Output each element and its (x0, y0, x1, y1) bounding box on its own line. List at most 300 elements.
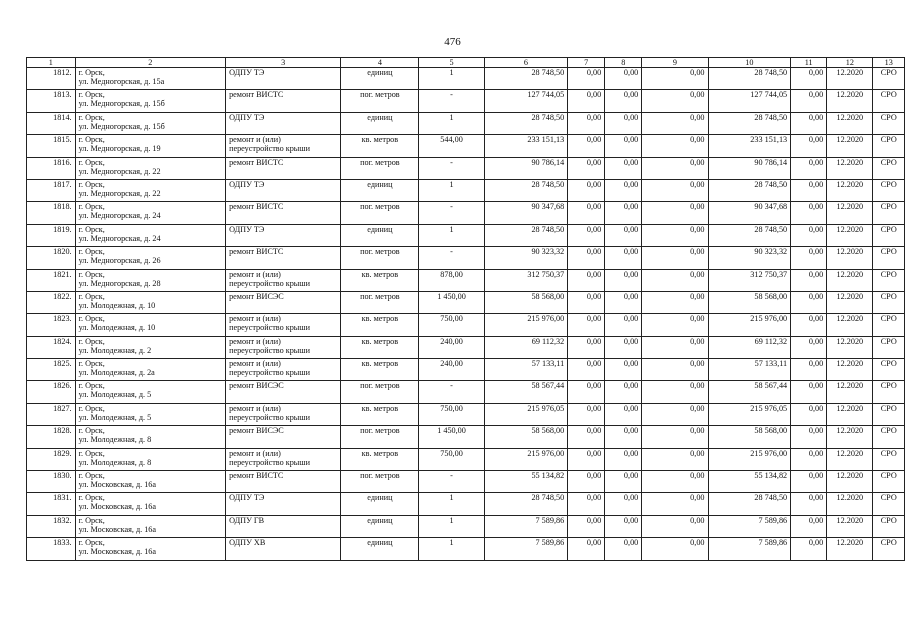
unit-text: пог. метров (360, 381, 400, 391)
address-text: ул. Московская, д. 16а (78, 480, 157, 490)
total-cost-cell (484, 224, 568, 246)
cost-cell (568, 224, 605, 246)
row-number-cell (27, 493, 76, 515)
cost-text: 0,00 (690, 291, 705, 301)
address-cell (75, 269, 225, 291)
column-header: 11 (791, 58, 827, 68)
total-cost-cell (484, 426, 568, 448)
method-cell (873, 381, 905, 403)
address-text: г. Орск, (78, 314, 105, 324)
unit-cell (341, 90, 419, 112)
period-text: 12.2020 (836, 112, 864, 122)
work-type-text: ремонт ВИСЭС (229, 381, 284, 391)
quantity-cell (419, 68, 484, 90)
fund-cost-cell (708, 538, 791, 560)
total-cost-text: 312 750,37 (527, 269, 565, 279)
unit-text: единиц (367, 112, 393, 122)
cost-cell (568, 359, 605, 381)
cost-cell (791, 291, 827, 313)
cost-text: 0,00 (623, 90, 639, 100)
row-number-text: 1813. (53, 90, 72, 100)
row-number-text: 1817. (53, 179, 72, 189)
work-type-text: ремонт ВИСЭС (229, 291, 284, 301)
address-cell (75, 157, 225, 179)
cost-cell (791, 515, 827, 537)
cost-cell (791, 336, 827, 358)
cost-text: 0,00 (690, 515, 705, 525)
fund-cost-cell (708, 448, 791, 470)
method-cell (873, 448, 905, 470)
fund-cost-text: 7 589,86 (758, 515, 788, 525)
fund-cost-cell (708, 68, 791, 90)
cost-cell (605, 291, 642, 313)
total-cost-text: 215 976,00 (527, 448, 565, 458)
row-number-text: 1820. (53, 247, 72, 257)
total-cost-cell (484, 493, 568, 515)
work-type-text: переустройство крыши (229, 144, 310, 154)
work-type-cell (226, 202, 341, 224)
cost-cell (568, 179, 605, 201)
address-text: г. Орск, (78, 179, 105, 189)
cost-text: 0,00 (808, 381, 824, 391)
period-cell (827, 135, 873, 157)
cost-text: 0,00 (586, 359, 602, 369)
period-cell (827, 359, 873, 381)
cost-text: 0,00 (808, 224, 824, 234)
quantity-text: - (450, 90, 453, 100)
cost-cell (791, 112, 827, 134)
column-number-row (27, 58, 905, 68)
unit-text: пог. метров (360, 90, 400, 100)
unit-cell (341, 359, 419, 381)
cost-cell (642, 538, 708, 560)
period-text: 12.2020 (836, 202, 864, 212)
quantity-text: 1 (449, 112, 454, 122)
quantity-text: - (450, 381, 453, 391)
address-text: г. Орск, (78, 426, 105, 436)
work-type-text: ремонт ВИСЭС (229, 426, 284, 436)
column-header: 10 (708, 58, 791, 68)
cost-text: 0,00 (690, 224, 705, 234)
fund-cost-cell (708, 314, 791, 336)
work-type-text: ремонт и (или) (229, 135, 281, 145)
cost-text: 0,00 (808, 471, 824, 481)
cost-cell (642, 493, 708, 515)
cost-cell (642, 179, 708, 201)
quantity-text: - (450, 157, 453, 167)
cost-text: 0,00 (690, 247, 705, 257)
row-number-cell (27, 179, 76, 201)
row-number-text: 1832. (53, 515, 72, 525)
cost-text: 0,00 (690, 359, 705, 369)
row-number-cell (27, 381, 76, 403)
work-type-cell (226, 247, 341, 269)
fund-cost-cell (708, 202, 791, 224)
cost-cell (642, 359, 708, 381)
row-number-cell (27, 291, 76, 313)
method-cell (873, 314, 905, 336)
address-text: ул. Медногорская, д. 15б (78, 99, 165, 109)
cost-cell (568, 112, 605, 134)
work-type-text: переустройство крыши (229, 368, 310, 378)
cost-text: 0,00 (586, 291, 602, 301)
work-type-cell (226, 426, 341, 448)
cost-text: 0,00 (808, 179, 824, 189)
table-row (27, 515, 905, 537)
method-text: СРО (880, 224, 897, 234)
cost-cell (791, 247, 827, 269)
address-text: ул. Московская, д. 16а (78, 547, 157, 557)
fund-cost-cell (708, 135, 791, 157)
cost-text: 0,00 (690, 381, 705, 391)
address-text: ул. Молодежная, д. 10 (78, 323, 156, 333)
total-cost-cell (484, 202, 568, 224)
table-row (27, 202, 905, 224)
total-cost-cell (484, 135, 568, 157)
address-cell (75, 112, 225, 134)
cost-cell (791, 135, 827, 157)
cost-cell (642, 68, 708, 90)
unit-text: единиц (367, 224, 393, 234)
address-cell (75, 381, 225, 403)
table-row (27, 247, 905, 269)
method-cell (873, 179, 905, 201)
quantity-cell (419, 381, 484, 403)
address-text: г. Орск, (78, 448, 105, 458)
address-text: г. Орск, (78, 202, 105, 212)
quantity-cell (419, 448, 484, 470)
period-text: 12.2020 (836, 381, 864, 391)
method-text: СРО (880, 359, 897, 369)
unit-text: кв. метров (361, 403, 399, 413)
cost-cell (642, 291, 708, 313)
quantity-cell (419, 269, 484, 291)
cost-cell (605, 179, 642, 201)
unit-text: пог. метров (360, 202, 400, 212)
address-text: г. Орск, (78, 471, 105, 481)
total-cost-text: 90 347,68 (531, 202, 565, 212)
period-text: 12.2020 (836, 359, 864, 369)
address-text: г. Орск, (78, 68, 105, 77)
table-row (27, 68, 905, 90)
period-cell (827, 202, 873, 224)
cost-text: 0,00 (623, 448, 639, 458)
cost-cell (605, 538, 642, 560)
cost-cell (605, 448, 642, 470)
fund-cost-cell (708, 426, 791, 448)
period-text: 12.2020 (836, 426, 864, 436)
work-type-text: ремонт и (или) (229, 336, 281, 346)
fund-cost-text: 58 568,00 (754, 291, 788, 301)
period-text: 12.2020 (836, 493, 864, 503)
period-text: 12.2020 (836, 448, 864, 458)
quantity-cell (419, 179, 484, 201)
fund-cost-cell (708, 179, 791, 201)
cost-cell (642, 515, 708, 537)
cost-cell (791, 359, 827, 381)
method-text: СРО (880, 426, 897, 436)
quantity-cell (419, 336, 484, 358)
period-text: 12.2020 (836, 224, 864, 234)
period-cell (827, 90, 873, 112)
cost-text: 0,00 (808, 112, 824, 122)
cost-cell (568, 314, 605, 336)
period-cell (827, 493, 873, 515)
quantity-cell (419, 135, 484, 157)
method-cell (873, 247, 905, 269)
cost-cell (568, 515, 605, 537)
cost-text: 0,00 (586, 515, 602, 525)
cost-text: 0,00 (586, 202, 602, 212)
address-text: г. Орск, (78, 135, 105, 145)
address-cell (75, 224, 225, 246)
address-text: г. Орск, (78, 157, 105, 167)
method-cell (873, 68, 905, 90)
cost-text: 0,00 (586, 112, 602, 122)
quantity-text: 750,00 (440, 314, 463, 324)
period-text: 12.2020 (836, 269, 864, 279)
address-text: ул. Молодежная, д. 10 (78, 300, 156, 310)
row-number-text: 1821. (53, 269, 72, 279)
fund-cost-text: 215 976,05 (750, 403, 788, 413)
quantity-text: - (450, 202, 453, 212)
cost-text: 0,00 (690, 269, 705, 279)
cost-text: 0,00 (586, 381, 602, 391)
period-text: 12.2020 (836, 68, 864, 77)
method-cell (873, 515, 905, 537)
total-cost-cell (484, 314, 568, 336)
cost-cell (605, 314, 642, 336)
period-cell (827, 381, 873, 403)
address-text: ул. Молодежная, д. 2 (78, 345, 152, 355)
fund-cost-cell (708, 493, 791, 515)
period-cell (827, 291, 873, 313)
unit-text: пог. метров (360, 426, 400, 436)
cost-text: 0,00 (586, 247, 602, 257)
table-row (27, 448, 905, 470)
cost-cell (642, 157, 708, 179)
cost-text: 0,00 (690, 471, 705, 481)
fund-cost-text: 69 112,32 (754, 336, 788, 346)
row-number-text: 1819. (53, 224, 72, 234)
period-cell (827, 336, 873, 358)
fund-cost-text: 58 568,00 (754, 426, 788, 436)
table-row (27, 179, 905, 201)
fund-cost-cell (708, 157, 791, 179)
total-cost-cell (484, 269, 568, 291)
work-type-cell (226, 381, 341, 403)
cost-text: 0,00 (690, 336, 705, 346)
cost-cell (605, 403, 642, 425)
table-row (27, 269, 905, 291)
row-number-cell (27, 224, 76, 246)
work-type-cell (226, 515, 341, 537)
quantity-cell (419, 538, 484, 560)
cost-text: 0,00 (623, 157, 639, 167)
cost-text: 0,00 (623, 515, 639, 525)
column-header: 5 (419, 58, 484, 68)
quantity-text: 240,00 (440, 336, 463, 346)
total-cost-text: 127 744,05 (527, 90, 565, 100)
address-text: г. Орск, (78, 291, 105, 301)
work-type-text: ремонт ВИСТС (229, 247, 284, 257)
cost-cell (568, 135, 605, 157)
column-header: 6 (484, 58, 568, 68)
column-header: 1 (27, 58, 76, 68)
work-type-text: ремонт и (или) (229, 448, 281, 458)
period-text: 12.2020 (836, 336, 864, 346)
cost-cell (568, 291, 605, 313)
address-text: ул. Московская, д. 16а (78, 502, 157, 512)
unit-text: пог. метров (360, 247, 400, 257)
quantity-cell (419, 493, 484, 515)
address-text: г. Орск, (78, 269, 105, 279)
work-type-text: ремонт ВИСТС (229, 202, 284, 212)
table-row (27, 157, 905, 179)
work-type-cell (226, 90, 341, 112)
row-number-cell (27, 538, 76, 560)
cost-text: 0,00 (808, 68, 824, 77)
fund-cost-text: 90 323,32 (754, 247, 788, 257)
row-number-cell (27, 269, 76, 291)
cost-cell (568, 68, 605, 90)
cost-cell (791, 224, 827, 246)
cost-cell (791, 269, 827, 291)
row-number-cell (27, 112, 76, 134)
period-cell (827, 538, 873, 560)
total-cost-cell (484, 247, 568, 269)
row-number-cell (27, 336, 76, 358)
address-text: г. Орск, (78, 359, 105, 369)
work-type-cell (226, 403, 341, 425)
total-cost-text: 58 568,00 (531, 426, 565, 436)
cost-text: 0,00 (690, 314, 705, 324)
period-text: 12.2020 (836, 247, 864, 257)
cost-cell (791, 157, 827, 179)
cost-text: 0,00 (808, 269, 824, 279)
work-type-cell (226, 224, 341, 246)
unit-cell (341, 68, 419, 90)
cost-cell (568, 426, 605, 448)
period-cell (827, 471, 873, 493)
total-cost-cell (484, 157, 568, 179)
quantity-cell (419, 515, 484, 537)
cost-cell (642, 471, 708, 493)
column-header: 13 (873, 58, 905, 68)
work-type-text: ремонт ВИСТС (229, 157, 284, 167)
period-cell (827, 448, 873, 470)
work-type-text: переустройство крыши (229, 457, 310, 467)
method-text: СРО (880, 269, 897, 279)
row-number-text: 1812. (53, 68, 72, 77)
address-cell (75, 448, 225, 470)
row-number-cell (27, 515, 76, 537)
unit-cell (341, 224, 419, 246)
quantity-text: 1 (449, 68, 454, 77)
cost-cell (791, 448, 827, 470)
unit-cell (341, 157, 419, 179)
cost-cell (568, 157, 605, 179)
unit-cell (341, 202, 419, 224)
address-text: ул. Московская, д. 16а (78, 524, 157, 534)
period-text: 12.2020 (836, 538, 864, 548)
address-cell (75, 493, 225, 515)
cost-text: 0,00 (808, 359, 824, 369)
cost-cell (568, 448, 605, 470)
column-header: 12 (827, 58, 873, 68)
table-row (27, 291, 905, 313)
capital-repair-table (26, 57, 905, 561)
method-text: СРО (880, 403, 897, 413)
address-text: г. Орск, (78, 247, 105, 257)
quantity-text: 1 (449, 515, 454, 525)
column-header: 4 (341, 58, 419, 68)
work-type-text: переустройство крыши (229, 323, 310, 333)
cost-text: 0,00 (623, 179, 639, 189)
work-type-cell (226, 157, 341, 179)
cost-text: 0,00 (586, 403, 602, 413)
method-cell (873, 90, 905, 112)
cost-cell (791, 471, 827, 493)
method-cell (873, 269, 905, 291)
table-row (27, 426, 905, 448)
cost-text: 0,00 (623, 381, 639, 391)
total-cost-cell (484, 291, 568, 313)
period-cell (827, 403, 873, 425)
total-cost-cell (484, 179, 568, 201)
address-text: ул. Медногорская, д. 22 (78, 166, 161, 176)
unit-cell (341, 538, 419, 560)
cost-text: 0,00 (623, 314, 639, 324)
work-type-text: ремонт и (или) (229, 269, 281, 279)
total-cost-text: 28 748,50 (531, 112, 565, 122)
fund-cost-cell (708, 515, 791, 537)
work-type-text: переустройство крыши (229, 345, 310, 355)
address-text: ул. Медногорская, д. 15б (78, 121, 165, 131)
address-cell (75, 426, 225, 448)
cost-text: 0,00 (586, 538, 602, 548)
method-cell (873, 291, 905, 313)
period-text: 12.2020 (836, 314, 864, 324)
cost-text: 0,00 (690, 90, 705, 100)
fund-cost-cell (708, 269, 791, 291)
cost-cell (642, 381, 708, 403)
total-cost-cell (484, 471, 568, 493)
period-text: 12.2020 (836, 135, 864, 145)
work-type-text: ОДПУ ТЭ (229, 179, 265, 189)
total-cost-cell (484, 403, 568, 425)
cost-text: 0,00 (623, 538, 639, 548)
total-cost-text: 28 748,50 (531, 493, 565, 503)
address-cell (75, 68, 225, 90)
row-number-cell (27, 90, 76, 112)
total-cost-text: 58 567,44 (531, 381, 565, 391)
address-text: ул. Медногорская, д. 15а (78, 77, 165, 86)
total-cost-text: 215 976,05 (527, 403, 565, 413)
cost-text: 0,00 (623, 247, 639, 257)
cost-cell (605, 269, 642, 291)
work-type-cell (226, 269, 341, 291)
quantity-text: 750,00 (440, 403, 463, 413)
address-cell (75, 135, 225, 157)
unit-text: кв. метров (361, 336, 399, 346)
method-text: СРО (880, 291, 897, 301)
cost-cell (642, 135, 708, 157)
work-type-cell (226, 359, 341, 381)
quantity-text: 1 (449, 493, 454, 503)
quantity-cell (419, 157, 484, 179)
column-header: 7 (568, 58, 605, 68)
